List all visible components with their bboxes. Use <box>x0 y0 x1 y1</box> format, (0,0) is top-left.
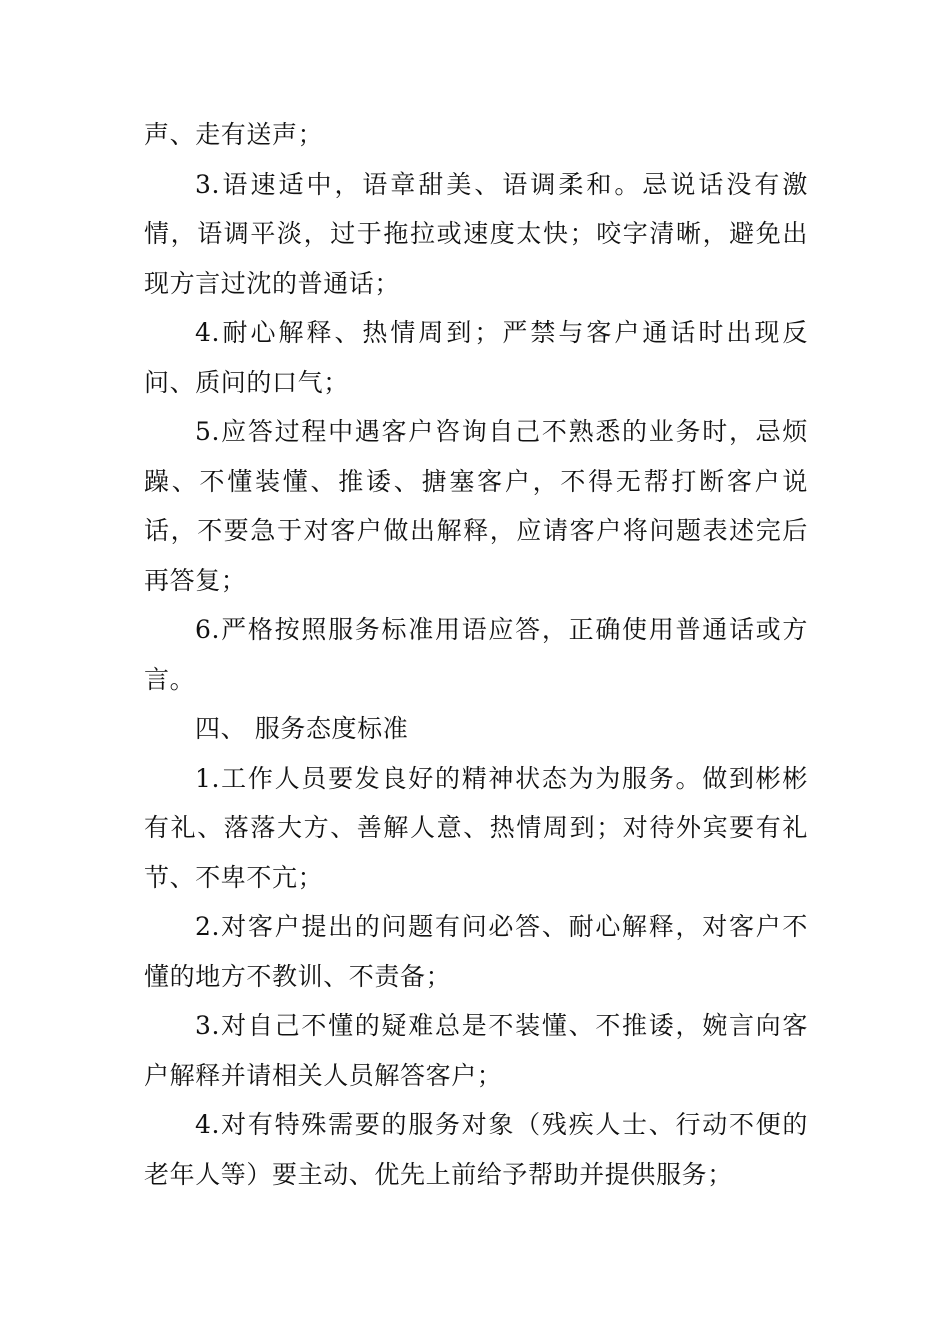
paragraph-item-1-spirit: 1.工作人员要发良好的精神状态为为服务。做到彬彬有礼、落落大方、善解人意、热情周到；对待外宾要有礼节、不卑不亢； <box>144 763 808 892</box>
paragraph-item-4-patience: 4.耐心解释、热情周到；严禁与客户通话时出现反问、质问的口气； <box>144 318 808 397</box>
paragraph-item-6-standard: 6.严格按照服务标准用语应答，正确使用普通话或方言。 <box>144 615 808 694</box>
section-heading-service-attitude: 四、 服务态度标准 <box>195 714 409 743</box>
paragraph-item-3-speech: 3.语速适中，语章甜美、语调柔和。忌说话没有激情，语调平淡，过于拖拉或速度太快；咬字清晰，避免出现方言过沈的普通话； <box>144 169 808 298</box>
paragraph-continuation: 声、走有送声； <box>144 120 324 149</box>
document-body <box>144 110 808 1199</box>
paragraph-item-5-inquiry: 5.应答过程中遇客户咨询自己不熟悉的业务时，忌烦躁、不懂装懂、推诿、搪塞客户，不得无帮打断客户说话，不要急于对客户做出解释，应请客户将问题表述完后再答复； <box>144 417 808 595</box>
paragraph-item-2-answers: 2.对客户提出的问题有问必答、耐心解释，对客户不懂的地方不教训、不责备； <box>144 912 808 991</box>
paragraph-item-3-difficult: 3.对自己不懂的疑难总是不装懂、不推诿，婉言向客户解释并请相关人员解答客户； <box>144 1011 808 1090</box>
paragraph-item-4-special-needs: 4.对有特殊需要的服务对象（残疾人士、行动不便的老年人等）要主动、优先上前给予帮助并提供服务； <box>144 1110 808 1189</box>
